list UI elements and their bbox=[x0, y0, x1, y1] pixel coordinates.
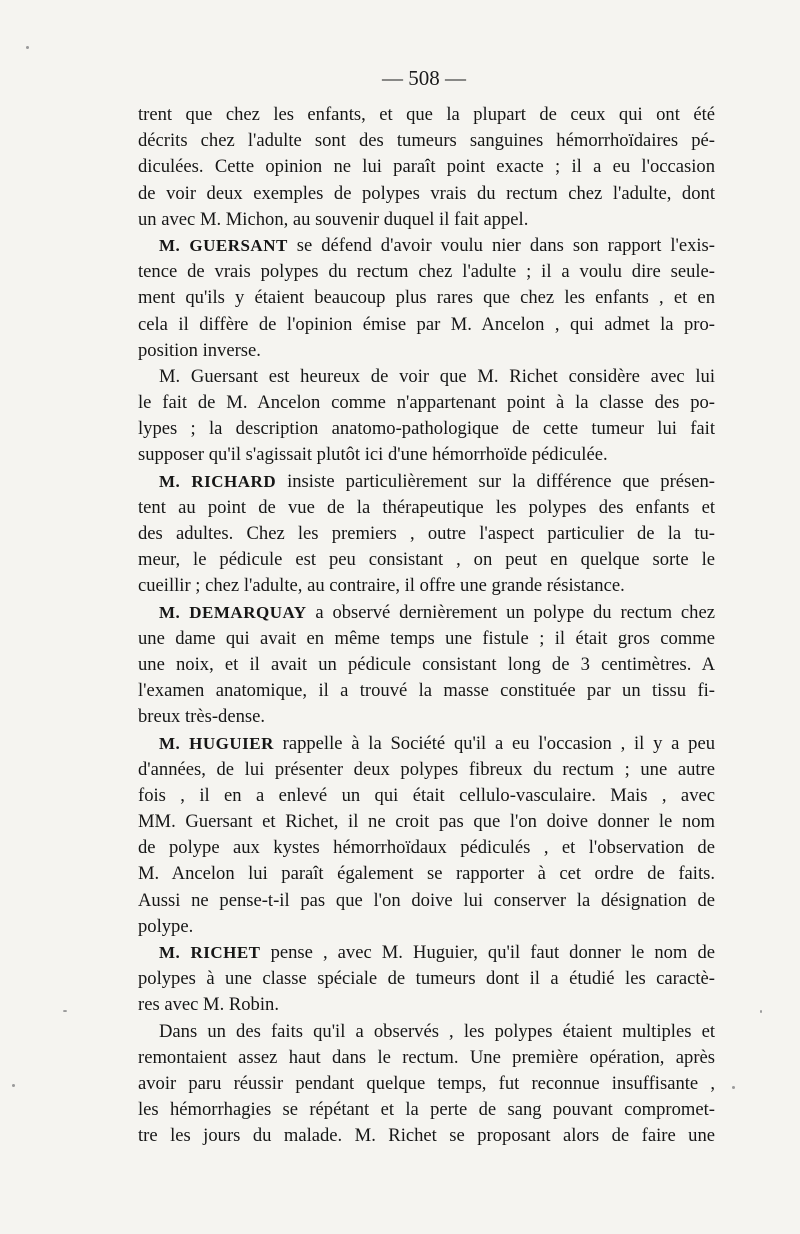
speaker-name: M. HUGUIER bbox=[159, 733, 274, 753]
text-line: Aussi ne pense-t-il pas que l'on doive lui conserver la désignation de bbox=[138, 889, 715, 911]
text-line: l'examen anatomique, il a trouvé la masse constituée par un tissu fi- bbox=[138, 680, 715, 702]
speaker-name: M. DEMARQUAY bbox=[159, 602, 307, 622]
text-line bbox=[138, 469, 715, 495]
text-line: des adultes. Chez les premiers , outre l'aspect particulier de la tu- bbox=[138, 523, 715, 544]
paragraph bbox=[138, 364, 715, 469]
text-line: polype. bbox=[138, 915, 194, 937]
text-line: M. Ancelon lui paraît également se rapporter à cet ordre de faits. bbox=[138, 863, 715, 885]
text-line: ment qu'ils y étaient beaucoup plus rares que chez les enfants , et en bbox=[138, 287, 715, 309]
scan-speck bbox=[26, 46, 29, 49]
page-number: — 508 — bbox=[382, 66, 466, 90]
text-line: meur, le pédicule est peu consistant , on peut en quelque sorte le bbox=[138, 549, 715, 571]
speaker-name: M. GUERSANT bbox=[159, 235, 288, 255]
text-line: polypes à une classe spéciale de tumeurs dont il a étudié les caractè- bbox=[138, 968, 715, 990]
text-line: supposer qu'il s'agissait plutôt ici d'une hémorrhoïde pédiculée. bbox=[138, 444, 608, 466]
text-line: diculées. Cette opinion ne lui paraît point exacte ; il a eu l'occasion bbox=[138, 156, 715, 178]
paragraph bbox=[138, 600, 715, 731]
text-line: le fait de M. Ancelon comme n'appartenant point à la classe des po- bbox=[138, 392, 715, 414]
text-line-rest: se défend d'avoir voulu nier dans son rapport l'exis- bbox=[287, 234, 715, 256]
speaker-name: M. RICHARD bbox=[159, 471, 277, 491]
paragraph bbox=[138, 469, 715, 600]
text-line: une dame qui avait en même temps une fistule ; il était gros comme bbox=[138, 627, 715, 649]
text-line: position inverse. bbox=[138, 339, 261, 361]
text-line bbox=[138, 731, 715, 757]
text-line: lypes ; la description anatomo-pathologique de cette tumeur lui fait bbox=[138, 418, 715, 440]
paragraph bbox=[138, 102, 715, 233]
text-line: MM. Guersant et Richet, il ne croit pas que l'on doive donner le nom bbox=[138, 811, 715, 833]
text-line: décrits chez l'adulte sont des tumeurs sanguines hémorrhoïdaires pé- bbox=[138, 130, 715, 152]
text-line: cueillir ; chez l'adulte, au contraire, il offre une grande résistance. bbox=[138, 575, 625, 597]
scan-speck bbox=[760, 1010, 762, 1013]
text-line: fois , il en a enlevé un qui était cellulo-vasculaire. Mais , avec bbox=[138, 784, 715, 806]
text-line: cela il diffère de l'opinion émise par M. Ancelon , qui admet la pro- bbox=[138, 313, 715, 335]
paragraph bbox=[138, 731, 715, 941]
text-line-rest: a observé dernièrement un polype du rectum chez bbox=[306, 601, 715, 623]
paragraph bbox=[138, 233, 715, 364]
text-line: tre les jours du malade. M. Richet se proposant alors de faire une bbox=[138, 1125, 715, 1147]
text-line bbox=[138, 233, 715, 259]
text-line bbox=[138, 940, 715, 966]
text-line: avoir paru réussir pendant quelque temps, fut reconnue insuffisante , bbox=[138, 1072, 715, 1094]
text-line-rest: rappelle à la Société qu'il a eu l'occasion , il y a peu bbox=[273, 732, 715, 754]
paragraph bbox=[138, 1019, 715, 1150]
text-line-rest: insiste particulièrement sur la différence que présen- bbox=[276, 470, 716, 492]
text-line: M. Guersant est heureux de voir que M. Richet considère avec lui bbox=[159, 365, 715, 387]
text-line: un avec M. Michon, au souvenir duquel il fait appel. bbox=[138, 208, 529, 230]
scan-speck bbox=[732, 1086, 735, 1089]
text-line: res avec M. Robin. bbox=[138, 994, 279, 1016]
text-line bbox=[138, 600, 715, 626]
text-line: une noix, et il avait un pédicule consistant long de 3 centimètres. A bbox=[138, 653, 715, 675]
text-line: tent au point de vue de la thérapeutique les polypes des enfants et bbox=[138, 496, 715, 518]
text-line-rest: pense , avec M. Huguier, qu'il faut donner le nom de bbox=[260, 942, 715, 963]
speaker-name: M. RICHET bbox=[159, 943, 261, 962]
text-line: de polype aux kystes hémorrhoïdaux pédiculés , et l'observation de bbox=[138, 837, 715, 859]
text-line: Dans un des faits qu'il a observés , les polypes étaient multiples et bbox=[159, 1020, 715, 1042]
scan-speck bbox=[63, 1010, 67, 1012]
text-line: les hémorrhagies se répétant et la perte de sang pouvant compromet- bbox=[138, 1099, 715, 1121]
text-line: remontaient assez haut dans le rectum. Une première opération, après bbox=[138, 1046, 715, 1068]
text-line: d'années, de lui présenter deux polypes fibreux du rectum ; une autre bbox=[138, 758, 715, 780]
text-line: de voir deux exemples de polypes vrais du rectum chez l'adulte, dont bbox=[138, 182, 715, 204]
body-text bbox=[138, 102, 715, 1150]
text-line: breux très-dense. bbox=[138, 706, 266, 728]
paragraph bbox=[138, 940, 715, 1019]
text-line: tence de vrais polypes du rectum chez l'adulte ; il a voulu dire seule- bbox=[138, 261, 715, 283]
scan-speck bbox=[12, 1084, 15, 1087]
text-line: trent que chez les enfants, et que la plupart de ceux qui ont été bbox=[138, 104, 715, 125]
